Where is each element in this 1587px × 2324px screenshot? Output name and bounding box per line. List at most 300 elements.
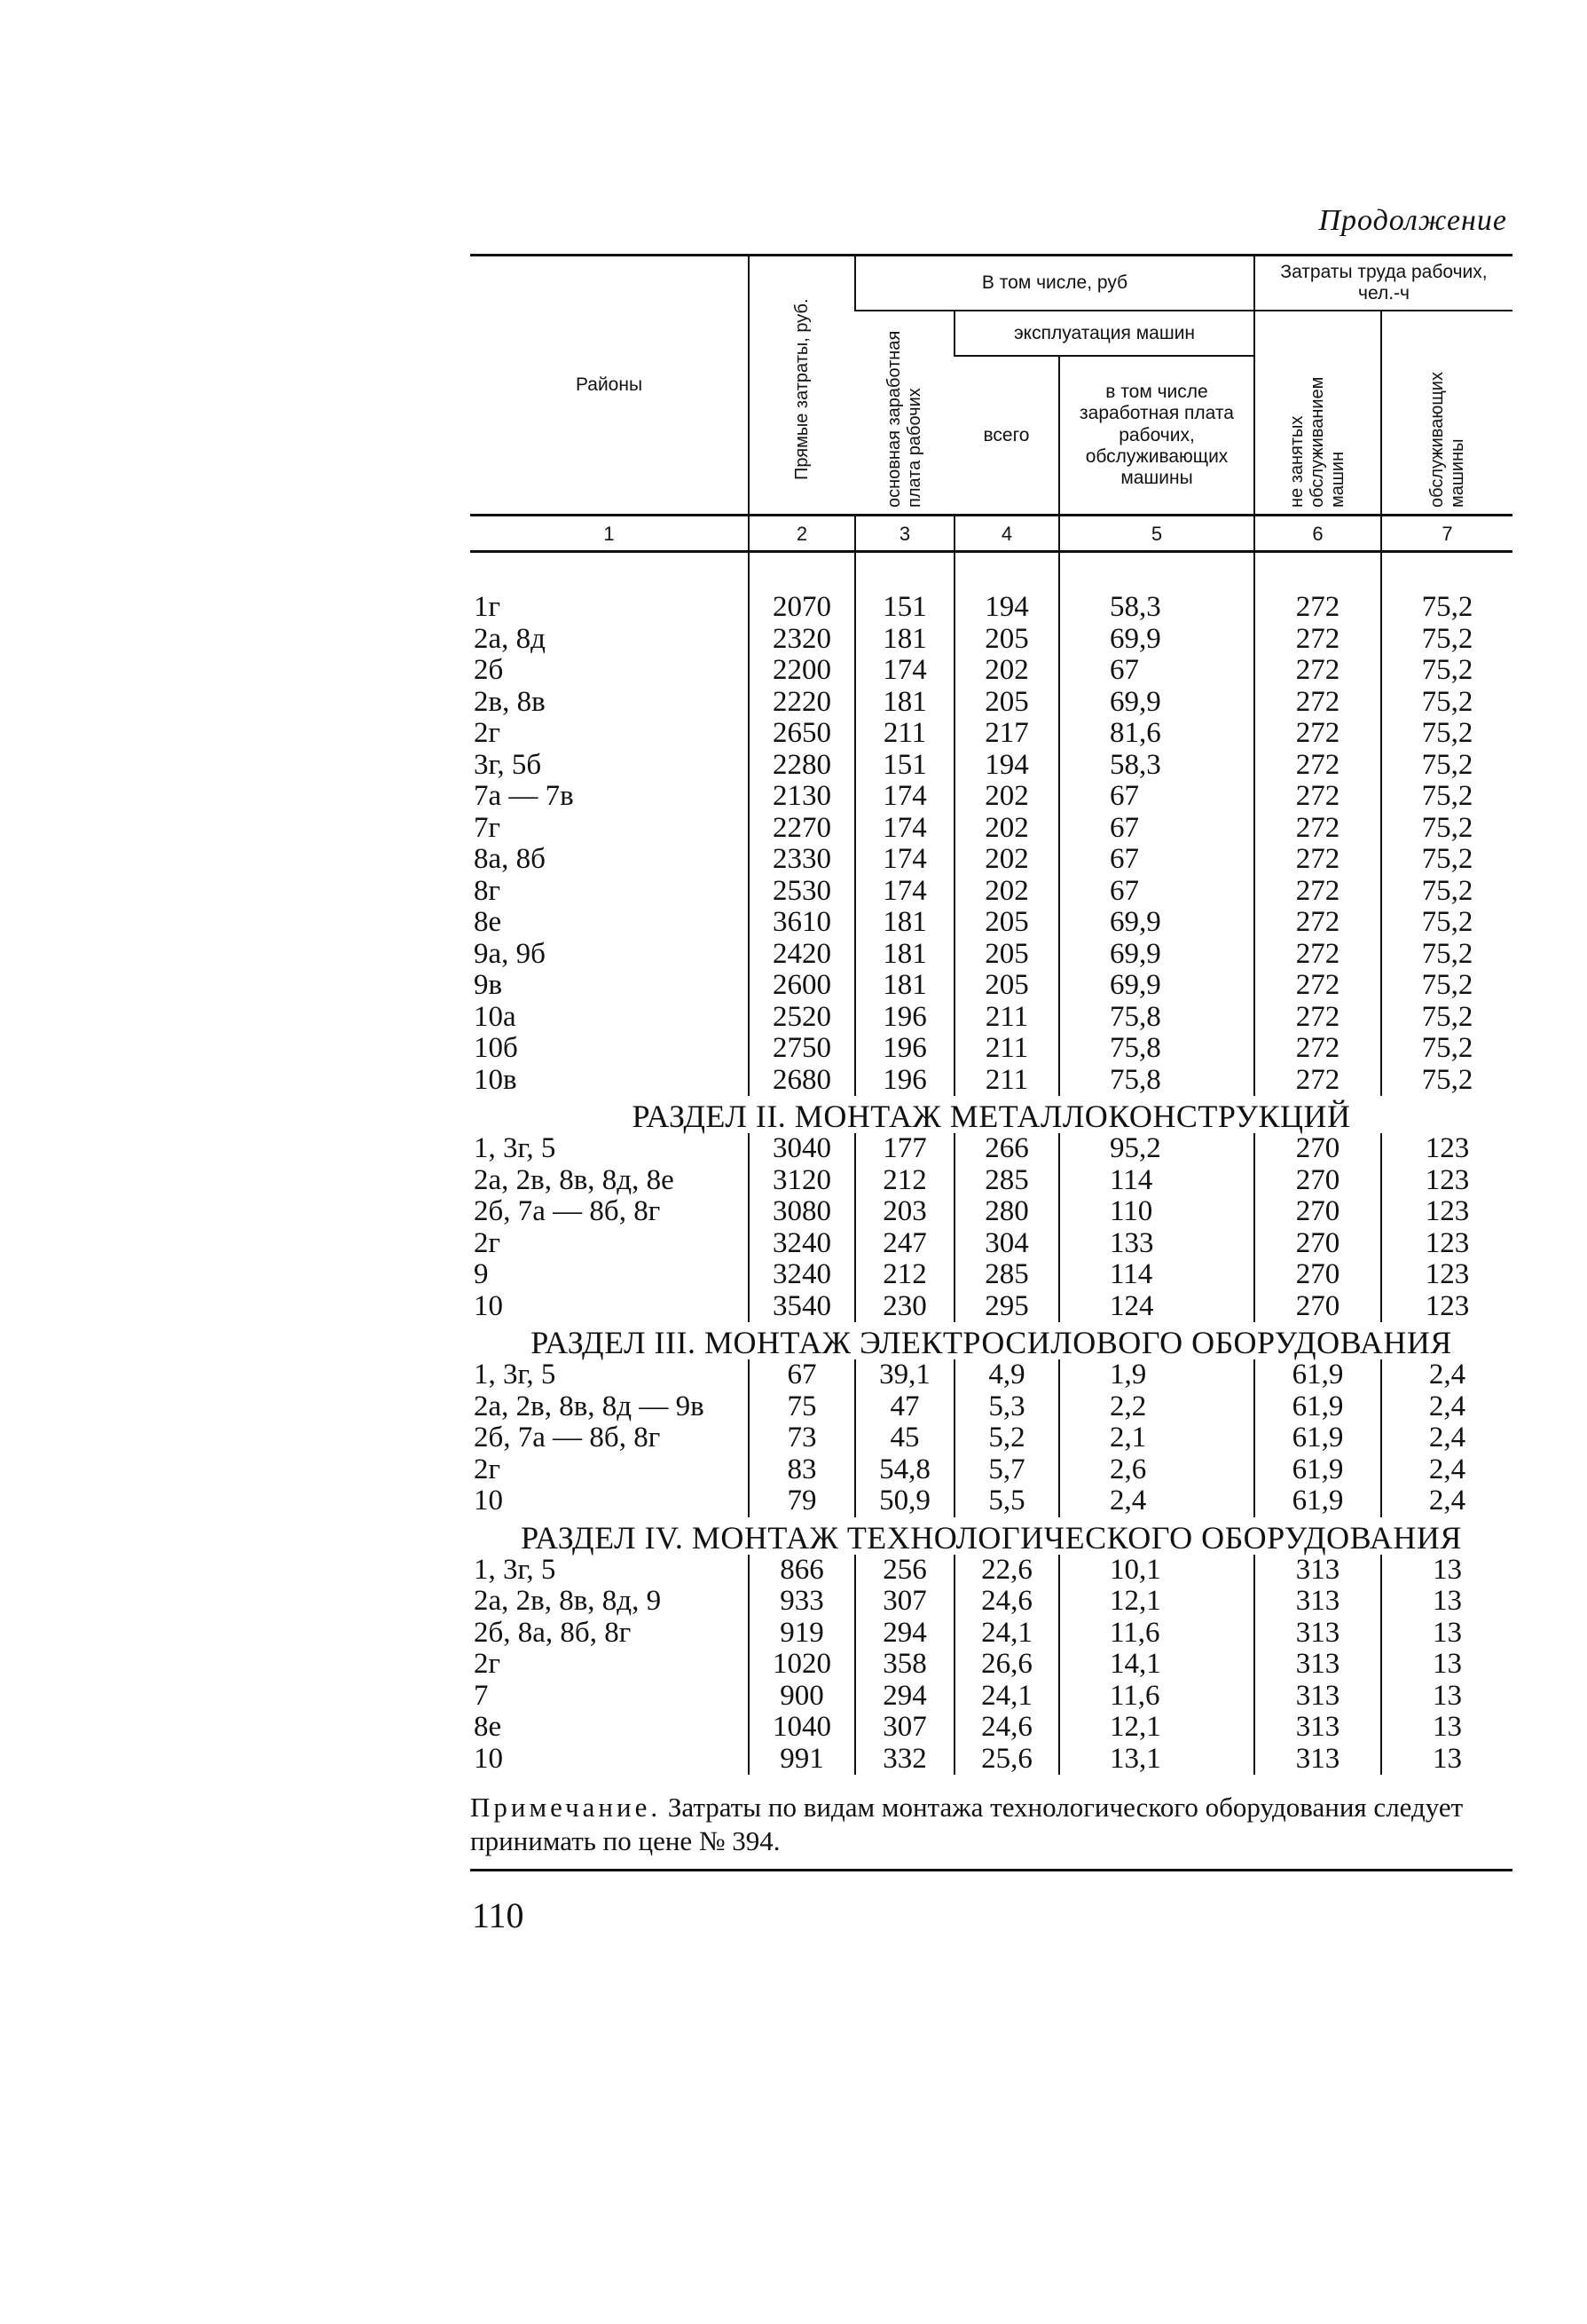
value-cell: 22,6 — [955, 1555, 1059, 1587]
value-cell: 50,9 — [855, 1485, 955, 1517]
value-cell: 196 — [855, 1002, 955, 1034]
value-cell: 24,6 — [955, 1712, 1059, 1744]
value-cell: 61,9 — [1254, 1454, 1381, 1486]
spacer-cell — [749, 552, 855, 593]
col-incl-wage: в том числе заработная плата рабочих, обслуживающих машины — [1059, 356, 1254, 516]
value-cell: 67 — [1059, 813, 1254, 845]
value-cell: 211 — [955, 1033, 1059, 1065]
value-cell: 272 — [1254, 813, 1381, 845]
district-cell: 10 — [474, 1485, 503, 1517]
value-cell: 75,8 — [1059, 1033, 1254, 1065]
table-row — [470, 939, 1512, 971]
value-cell: 61,9 — [1254, 1391, 1381, 1423]
value-cell: 75,2 — [1381, 907, 1512, 939]
section-title: РАЗДЕЛ IV. МОНТАЖ ТЕХНОЛОГИЧЕСКОГО ОБОРУДОВАНИЯ — [521, 1519, 1462, 1556]
value-cell: 61,9 — [1254, 1485, 1381, 1517]
footnote-label: Примечание. — [470, 1792, 662, 1824]
value-cell: 181 — [855, 939, 955, 971]
value-cell: 75,2 — [1381, 939, 1512, 971]
spacer-cell — [1381, 552, 1512, 593]
col-servicing-label: обслуживающих машины — [1426, 372, 1467, 508]
col-labor-costs: Затраты труда рабочих, чел.-ч — [1254, 256, 1512, 311]
value-cell: 2,1 — [1059, 1422, 1254, 1454]
value-cell: 75,2 — [1381, 655, 1512, 687]
value-cell: 14,1 — [1059, 1649, 1254, 1681]
value-cell: 79 — [749, 1485, 855, 1517]
col-number: 2 — [749, 516, 855, 552]
document-page — [470, 204, 1512, 1936]
district-cell: 10 — [474, 1742, 503, 1775]
table-row — [470, 687, 1512, 719]
value-cell: 202 — [955, 876, 1059, 908]
value-cell: 2,4 — [1381, 1485, 1512, 1517]
table-row — [470, 907, 1512, 939]
value-cell: 280 — [955, 1196, 1059, 1228]
district-cell: 2а, 2в, 8в, 8д, 8е — [474, 1163, 674, 1196]
value-cell: 272 — [1254, 939, 1381, 971]
value-cell: 58,3 — [1059, 592, 1254, 624]
col-number: 7 — [1381, 516, 1512, 552]
value-cell: 313 — [1254, 1712, 1381, 1744]
value-cell: 13 — [1381, 1681, 1512, 1713]
value-cell: 272 — [1254, 1002, 1381, 1034]
value-cell: 181 — [855, 687, 955, 719]
value-cell: 2,4 — [1381, 1422, 1512, 1454]
spacer-cell — [1254, 552, 1381, 593]
value-cell: 196 — [855, 1065, 955, 1097]
table-row — [470, 1196, 1512, 1228]
value-cell: 272 — [1254, 655, 1381, 687]
value-cell: 194 — [955, 592, 1059, 624]
footnote-text: Затраты по видам монтажа технологического оборудования следует принимать по цене № 394. — [470, 1792, 1464, 1857]
value-cell: 2,2 — [1059, 1391, 1254, 1423]
value-cell: 75,2 — [1381, 876, 1512, 908]
spacer-cell — [470, 552, 749, 593]
value-cell: 67 — [749, 1359, 855, 1391]
value-cell: 272 — [1254, 624, 1381, 656]
value-cell: 13 — [1381, 1712, 1512, 1744]
value-cell: 69,9 — [1059, 939, 1254, 971]
value-cell: 75,2 — [1381, 750, 1512, 782]
spacer-row — [470, 552, 1512, 593]
table-row — [470, 1454, 1512, 1486]
value-cell: 2220 — [749, 687, 855, 719]
table-row — [470, 1133, 1512, 1165]
value-cell: 313 — [1254, 1649, 1381, 1681]
value-cell: 205 — [955, 907, 1059, 939]
value-cell: 304 — [955, 1228, 1059, 1260]
value-cell: 75,2 — [1381, 592, 1512, 624]
table-row — [470, 781, 1512, 813]
value-cell: 313 — [1254, 1618, 1381, 1650]
value-cell: 332 — [855, 1744, 955, 1776]
value-cell: 272 — [1254, 687, 1381, 719]
col-direct-costs-label: Прямые затраты, руб. — [791, 298, 812, 481]
col-districts: Районы — [470, 256, 749, 516]
value-cell: 13 — [1381, 1555, 1512, 1587]
value-cell: 202 — [955, 655, 1059, 687]
value-cell: 75,2 — [1381, 813, 1512, 845]
district-cell: 9в — [474, 969, 503, 1002]
value-cell: 313 — [1254, 1555, 1381, 1587]
value-cell: 211 — [955, 1002, 1059, 1034]
value-cell: 151 — [855, 750, 955, 782]
value-cell: 67 — [1059, 876, 1254, 908]
table-row — [470, 1259, 1512, 1291]
value-cell: 123 — [1381, 1165, 1512, 1197]
col-number: 5 — [1059, 516, 1254, 552]
table-row — [470, 624, 1512, 656]
value-cell: 217 — [955, 718, 1059, 750]
value-cell: 69,9 — [1059, 970, 1254, 1002]
value-cell: 202 — [955, 844, 1059, 876]
value-cell: 69,9 — [1059, 687, 1254, 719]
value-cell: 69,9 — [1059, 624, 1254, 656]
district-cell: 1, 3г, 5 — [474, 1553, 556, 1586]
district-cell: 2б, 8а, 8б, 8г — [474, 1616, 632, 1649]
table-row — [470, 1228, 1512, 1260]
section-title: РАЗДЕЛ III. МОНТАЖ ЭЛЕКТРОСИЛОВОГО ОБОРУДОВАНИЯ — [530, 1325, 1452, 1361]
table-row — [470, 970, 1512, 1002]
value-cell: 181 — [855, 624, 955, 656]
value-cell: 211 — [955, 1065, 1059, 1097]
district-cell: 9 — [474, 1258, 489, 1291]
value-cell: 2650 — [749, 718, 855, 750]
value-cell: 3610 — [749, 907, 855, 939]
table-row — [470, 813, 1512, 845]
value-cell: 1,9 — [1059, 1359, 1254, 1391]
value-cell: 205 — [955, 970, 1059, 1002]
value-cell: 181 — [855, 970, 955, 1002]
value-cell: 75,2 — [1381, 844, 1512, 876]
table-row — [470, 844, 1512, 876]
value-cell: 13 — [1381, 1618, 1512, 1650]
cost-table — [470, 254, 1512, 1775]
col-number: 4 — [955, 516, 1059, 552]
value-cell: 313 — [1254, 1586, 1381, 1618]
value-cell: 123 — [1381, 1291, 1512, 1323]
district-cell: 9а, 9б — [474, 937, 546, 970]
district-cell: 2б, 7а — 8б, 8г — [474, 1422, 661, 1454]
col-not-servicing — [1254, 311, 1381, 516]
value-cell: 270 — [1254, 1291, 1381, 1323]
value-cell: 294 — [855, 1681, 955, 1713]
col-servicing — [1381, 311, 1512, 516]
value-cell: 272 — [1254, 844, 1381, 876]
district-cell: 7а — 7в — [474, 780, 574, 813]
value-cell: 75,2 — [1381, 718, 1512, 750]
value-cell: 3120 — [749, 1165, 855, 1197]
value-cell: 10,1 — [1059, 1555, 1254, 1587]
table-row — [470, 750, 1512, 782]
col-direct-costs — [749, 256, 855, 516]
section-heading-row — [470, 1322, 1512, 1359]
value-cell: 266 — [955, 1133, 1059, 1165]
value-cell: 991 — [749, 1744, 855, 1776]
value-cell: 3240 — [749, 1259, 855, 1291]
value-cell: 11,6 — [1059, 1681, 1254, 1713]
value-cell: 13,1 — [1059, 1744, 1254, 1776]
value-cell: 61,9 — [1254, 1422, 1381, 1454]
value-cell: 2070 — [749, 592, 855, 624]
col-number: 1 — [470, 516, 749, 552]
value-cell: 2,4 — [1059, 1485, 1254, 1517]
district-cell: 1г — [474, 591, 501, 624]
value-cell: 174 — [855, 813, 955, 845]
value-cell: 75,8 — [1059, 1065, 1254, 1097]
value-cell: 270 — [1254, 1133, 1381, 1165]
table-row — [470, 1165, 1512, 1197]
col-base-wage — [855, 311, 955, 516]
value-cell: 313 — [1254, 1681, 1381, 1713]
section-title: РАЗДЕЛ II. МОНТАЖ МЕТАЛЛОКОНСТРУКЦИЙ — [632, 1099, 1351, 1135]
value-cell: 69,9 — [1059, 907, 1254, 939]
page-number: 110 — [472, 1895, 524, 1936]
value-cell: 3540 — [749, 1291, 855, 1323]
value-cell: 272 — [1254, 1065, 1381, 1097]
district-cell: 8а, 8б — [474, 843, 546, 876]
district-cell: 10в — [474, 1063, 517, 1096]
value-cell: 24,1 — [955, 1681, 1059, 1713]
value-cell: 177 — [855, 1133, 955, 1165]
value-cell: 919 — [749, 1618, 855, 1650]
value-cell: 270 — [1254, 1165, 1381, 1197]
value-cell: 194 — [955, 750, 1059, 782]
value-cell: 2600 — [749, 970, 855, 1002]
table-row — [470, 1712, 1512, 1744]
value-cell: 247 — [855, 1228, 955, 1260]
value-cell: 67 — [1059, 655, 1254, 687]
col-base-wage-label: основная заработная плата рабочих — [884, 330, 924, 508]
value-cell: 203 — [855, 1196, 955, 1228]
value-cell: 174 — [855, 844, 955, 876]
table-row — [470, 1033, 1512, 1065]
value-cell: 75,2 — [1381, 781, 1512, 813]
value-cell: 75 — [749, 1391, 855, 1423]
value-cell: 151 — [855, 592, 955, 624]
value-cell: 933 — [749, 1586, 855, 1618]
value-cell: 58,3 — [1059, 750, 1254, 782]
col-number: 6 — [1254, 516, 1381, 552]
col-machine-operation: эксплуатация машин — [955, 311, 1254, 356]
value-cell: 47 — [855, 1391, 955, 1423]
value-cell: 256 — [855, 1555, 955, 1587]
value-cell: 26,6 — [955, 1649, 1059, 1681]
value-cell: 196 — [855, 1033, 955, 1065]
table-row — [470, 1618, 1512, 1650]
table-row — [470, 1359, 1512, 1391]
value-cell: 123 — [1381, 1133, 1512, 1165]
value-cell: 313 — [1254, 1744, 1381, 1776]
district-cell: 1, 3г, 5 — [474, 1132, 556, 1165]
district-cell: 2г — [474, 1226, 501, 1259]
value-cell: 272 — [1254, 1033, 1381, 1065]
value-cell: 2680 — [749, 1065, 855, 1097]
value-cell: 75,2 — [1381, 1033, 1512, 1065]
district-cell: 8е — [474, 1711, 502, 1744]
value-cell: 202 — [955, 781, 1059, 813]
col-including: В том числе, руб — [855, 256, 1254, 311]
value-cell: 67 — [1059, 781, 1254, 813]
value-cell: 205 — [955, 939, 1059, 971]
district-cell: 2г — [474, 717, 501, 750]
value-cell: 11,6 — [1059, 1618, 1254, 1650]
value-cell: 2420 — [749, 939, 855, 971]
value-cell: 133 — [1059, 1228, 1254, 1260]
value-cell: 12,1 — [1059, 1712, 1254, 1744]
value-cell: 272 — [1254, 781, 1381, 813]
district-cell: 1, 3г, 5 — [474, 1359, 556, 1391]
value-cell: 270 — [1254, 1196, 1381, 1228]
value-cell: 270 — [1254, 1228, 1381, 1260]
table-row — [470, 1002, 1512, 1034]
value-cell: 13 — [1381, 1586, 1512, 1618]
value-cell: 5,5 — [955, 1485, 1059, 1517]
col-not-servicing-label: не занятых обслуживанием машин — [1287, 376, 1348, 508]
value-cell: 2,4 — [1381, 1359, 1512, 1391]
value-cell: 67 — [1059, 844, 1254, 876]
district-cell: 2б — [474, 654, 504, 687]
value-cell: 205 — [955, 687, 1059, 719]
value-cell: 75,2 — [1381, 1065, 1512, 1097]
section-heading-row — [470, 1517, 1512, 1555]
district-cell: 2б, 7а — 8б, 8г — [474, 1195, 661, 1228]
value-cell: 5,2 — [955, 1422, 1059, 1454]
value-cell: 270 — [1254, 1259, 1381, 1291]
value-cell: 13 — [1381, 1744, 1512, 1776]
value-cell: 358 — [855, 1649, 955, 1681]
value-cell: 272 — [1254, 750, 1381, 782]
value-cell: 95,2 — [1059, 1133, 1254, 1165]
table-row — [470, 1586, 1512, 1618]
value-cell: 75,2 — [1381, 970, 1512, 1002]
value-cell: 75,2 — [1381, 624, 1512, 656]
footnote — [470, 1791, 1512, 1871]
value-cell: 25,6 — [955, 1744, 1059, 1776]
table-row — [470, 718, 1512, 750]
table-row — [470, 876, 1512, 908]
district-cell: 10а — [474, 1000, 516, 1033]
value-cell: 230 — [855, 1291, 955, 1323]
value-cell: 181 — [855, 907, 955, 939]
value-cell: 75,8 — [1059, 1002, 1254, 1034]
value-cell: 81,6 — [1059, 718, 1254, 750]
value-cell: 2330 — [749, 844, 855, 876]
column-numbers-row — [470, 516, 1512, 552]
value-cell: 5,3 — [955, 1391, 1059, 1423]
value-cell: 1020 — [749, 1649, 855, 1681]
district-cell: 8е — [474, 906, 502, 939]
table-row — [470, 1555, 1512, 1587]
value-cell: 13 — [1381, 1649, 1512, 1681]
value-cell: 211 — [855, 718, 955, 750]
spacer-cell — [955, 552, 1059, 593]
value-cell: 900 — [749, 1681, 855, 1713]
value-cell: 2320 — [749, 624, 855, 656]
district-cell: 7 — [474, 1679, 489, 1712]
value-cell: 114 — [1059, 1165, 1254, 1197]
value-cell: 110 — [1059, 1196, 1254, 1228]
district-cell: 2а, 8д — [474, 622, 546, 655]
value-cell: 272 — [1254, 876, 1381, 908]
district-cell: 2в, 8в — [474, 685, 546, 718]
table-body — [470, 552, 1512, 1776]
district-cell: 7г — [474, 811, 501, 844]
district-cell: 2г — [474, 1648, 501, 1681]
value-cell: 212 — [855, 1259, 955, 1291]
district-cell: 8г — [474, 874, 501, 907]
value-cell: 174 — [855, 655, 955, 687]
value-cell: 4,9 — [955, 1359, 1059, 1391]
value-cell: 12,1 — [1059, 1586, 1254, 1618]
value-cell: 285 — [955, 1259, 1059, 1291]
table-row — [470, 1744, 1512, 1776]
value-cell: 174 — [855, 876, 955, 908]
value-cell: 2750 — [749, 1033, 855, 1065]
spacer-cell — [1059, 552, 1254, 593]
value-cell: 75,2 — [1381, 687, 1512, 719]
value-cell: 2280 — [749, 750, 855, 782]
value-cell: 83 — [749, 1454, 855, 1486]
value-cell: 5,7 — [955, 1454, 1059, 1486]
value-cell: 295 — [955, 1291, 1059, 1323]
table-row — [470, 592, 1512, 624]
value-cell: 307 — [855, 1712, 955, 1744]
value-cell: 39,1 — [855, 1359, 955, 1391]
value-cell: 174 — [855, 781, 955, 813]
district-cell: 2г — [474, 1453, 501, 1485]
value-cell: 2,6 — [1059, 1454, 1254, 1486]
value-cell: 272 — [1254, 718, 1381, 750]
table-row — [470, 1065, 1512, 1097]
value-cell: 272 — [1254, 592, 1381, 624]
district-cell: 10 — [474, 1289, 503, 1322]
value-cell: 123 — [1381, 1228, 1512, 1260]
value-cell: 2130 — [749, 781, 855, 813]
district-cell: 2а, 2в, 8в, 8д — 9в — [474, 1390, 704, 1422]
value-cell: 123 — [1381, 1259, 1512, 1291]
table-header — [470, 256, 1512, 552]
table-row — [470, 1485, 1512, 1517]
value-cell: 3040 — [749, 1133, 855, 1165]
value-cell: 123 — [1381, 1196, 1512, 1228]
value-cell: 272 — [1254, 970, 1381, 1002]
value-cell: 272 — [1254, 907, 1381, 939]
value-cell: 124 — [1059, 1291, 1254, 1323]
value-cell: 2,4 — [1381, 1391, 1512, 1423]
value-cell: 1040 — [749, 1712, 855, 1744]
value-cell: 61,9 — [1254, 1359, 1381, 1391]
table-row — [470, 1422, 1512, 1454]
spacer-cell — [855, 552, 955, 593]
continued-label: Продолжение — [1318, 204, 1507, 237]
district-cell: 2а, 2в, 8в, 8д, 9 — [474, 1585, 662, 1618]
value-cell: 212 — [855, 1165, 955, 1197]
col-total: всего — [983, 424, 1030, 445]
district-cell: 3г, 5б — [474, 748, 542, 781]
value-cell: 3080 — [749, 1196, 855, 1228]
value-cell: 2200 — [749, 655, 855, 687]
value-cell: 24,6 — [955, 1586, 1059, 1618]
value-cell: 866 — [749, 1555, 855, 1587]
value-cell: 294 — [855, 1618, 955, 1650]
value-cell: 205 — [955, 624, 1059, 656]
value-cell: 3240 — [749, 1228, 855, 1260]
value-cell: 54,8 — [855, 1454, 955, 1486]
table-row — [470, 1291, 1512, 1323]
value-cell: 307 — [855, 1586, 955, 1618]
table-row — [470, 1391, 1512, 1423]
